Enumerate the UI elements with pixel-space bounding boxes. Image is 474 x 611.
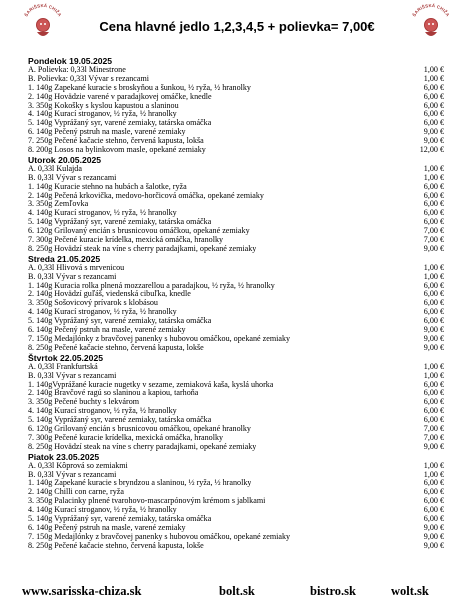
menu-item-price: 9,00 € (423, 522, 444, 532)
menu-item-price: 6,00 € (423, 109, 444, 119)
menu-item-name: 1. 140g Zapekané kuracie s bryndzou a slaninou, ½ ryža, ½ hranolky (28, 479, 252, 488)
menu-item-name: 2. 140g Hovädzí guľáš, viedenská cibuľka, knedle (28, 290, 191, 299)
menu-item (28, 75, 444, 84)
menu-item-price: 6,00 € (423, 415, 444, 425)
menu-item-price: 6,00 € (423, 181, 444, 191)
menu-item-price: 9,00 € (423, 325, 444, 335)
menu-item-price: 9,00 € (423, 136, 444, 146)
menu-item-name: A. 0,33l Frankfurtská (28, 362, 98, 371)
menu-item-name: B. 0,33l Vývar s rezancami (28, 173, 117, 182)
menu-item-price: 6,00 € (423, 478, 444, 488)
menu-item-name: B. 0,33l Vývar s rezancami (28, 272, 117, 281)
menu-item-price: 1,00 € (423, 370, 444, 380)
menu-item-name: 5. 140g Vyprážaný syr, varené zemiaky, tatárska omáčka (28, 416, 212, 425)
menu-item-name: 3. 350g Kokošky s kyslou kapustou a slaninou (28, 101, 179, 110)
menu-item-price: 6,00 € (423, 217, 444, 227)
menu-item (28, 344, 444, 353)
menu-item-name: 2. 140g Chilli con carne, ryža (28, 488, 124, 497)
menu-item (28, 488, 444, 497)
menu-item-name: B. 0,33l Vývar s rezancami (28, 470, 117, 479)
menu-item-price: 6,00 € (423, 496, 444, 506)
menu-item (28, 372, 444, 381)
menu-item-name: 8. 250g Pečené kačacie stehno, červená kapusta, lokše (28, 343, 204, 352)
menu-item (28, 264, 444, 273)
menu-item-price: 6,00 € (423, 289, 444, 299)
menu-item-price: 6,00 € (423, 397, 444, 407)
menu-item-price: 6,00 € (423, 82, 444, 92)
menu-item (28, 128, 444, 137)
menu-item (28, 542, 444, 551)
menu-item (28, 389, 444, 398)
menu-item (28, 165, 444, 174)
menu-item-name: A. 0,33l Kulajda (28, 164, 82, 173)
menu-item-price: 6,00 € (423, 100, 444, 110)
menu-item-price: 9,00 € (423, 441, 444, 451)
menu-item (28, 183, 444, 192)
menu-item-name: 3. 350g Žemľovka (28, 200, 89, 209)
website-link[interactable]: www.sarisska-chiza.sk (22, 584, 142, 598)
menu-item-name: 6. 140g Pečený pstruh na masle, varené zemiaky (28, 128, 186, 137)
menu-item-price: 12,00 € (419, 145, 444, 155)
menu-item-name: 5. 140g Vyprážaný syr, varené zemiaky, tatárska omáčka (28, 218, 212, 227)
menu-item-price: 1,00 € (423, 271, 444, 281)
menu-item-price: 6,00 € (423, 316, 444, 326)
menu-item-name: 1. 140g Kuracie stehno na hubách a šalotke, ryža (28, 182, 187, 191)
menu-item-name: A. 0,33l Kôprová so zemiakmi (28, 461, 128, 470)
menu-item-name: 4. 140g Kurací stroganov, ½ ryža, ½ hranolky (28, 308, 177, 317)
menu-item-name: 3. 350g Pečené buchty s lekvárom (28, 398, 140, 407)
menu-item (28, 434, 444, 443)
menu-item-name: 1. 140g Zapekané kuracie s broskyňou a šunkou, ½ ryža, ½ hranolky (28, 83, 251, 92)
menu-item (28, 471, 444, 480)
menu-item (28, 218, 444, 227)
menu-item-name: A. Polievka: 0,33l Minestrone (28, 66, 126, 74)
menu-item-name: 6. 120g Grilovaný encián s brusnicovou omáčkou, opekané hranolky (28, 424, 251, 433)
menu-item (28, 317, 444, 326)
menu-item-name: 5. 140g Vyprážaný syr, varené zemiaky, tatárska omáčka (28, 119, 212, 128)
menu-item-price: 7,00 € (423, 423, 444, 433)
menu-item (28, 308, 444, 317)
menu-item-price: 9,00 € (423, 127, 444, 137)
menu-item-name: 7. 150g Medajlónky z bravčovej panenky s hubovou omáčkou, opekané zemiaky (28, 334, 291, 343)
wolt-link[interactable]: wolt.sk (391, 584, 429, 598)
menu-item (28, 110, 444, 119)
menu-item-price: 1,00 € (423, 460, 444, 470)
menu-item (28, 381, 444, 390)
menu-item-price: 9,00 € (423, 333, 444, 343)
menu-item-price: 1,00 € (423, 73, 444, 83)
menu-item-name: 1. 140g Kuracia rolka plnená mozzarellou a paradajkou, ½ ryža, ½ hranolky (28, 281, 275, 290)
bolt-link[interactable]: bolt.sk (219, 584, 255, 598)
weekly-menu (28, 56, 444, 551)
page-header (0, 0, 474, 48)
menu-item-price: 6,00 € (423, 513, 444, 523)
menu-item-price: 6,00 € (423, 91, 444, 101)
menu-item (28, 515, 444, 524)
menu-item (28, 102, 444, 111)
menu-item-name: A. 0,33l Hlivová s mrvenicou (28, 263, 125, 272)
menu-item-price: 9,00 € (423, 243, 444, 253)
menu-item-name: 2. 140g Bravčové ragú so slaninou a kapiou, tarhoňa (28, 389, 199, 398)
menu-item (28, 290, 444, 299)
day-heading: Štvrtok 22.05.2025 (28, 352, 104, 363)
menu-item-price: 9,00 € (423, 531, 444, 541)
menu-item (28, 236, 444, 245)
menu-item-name: 3. 350g Palacinky plnené tvarohovo-mascarpónovým krémom s jablkami (28, 497, 266, 506)
menu-item-name: 6. 140g Pečený pstruh na masle, varené zemiaky (28, 523, 186, 532)
menu-title: Cena hlavné jedlo 1,2,3,4,5 + polievka= 7,00€ (99, 19, 375, 34)
menu-item-name: B. Polievka: 0,33l Vývar s rezancami (28, 74, 150, 83)
menu-item (28, 524, 444, 533)
menu-item-price: 6,00 € (423, 505, 444, 515)
menu-item-price: 6,00 € (423, 307, 444, 317)
menu-item-name: 7. 300g Pečené kuracie krídelka, mexická omáčka, hranolky (28, 433, 224, 442)
menu-item-price: 6,00 € (423, 118, 444, 128)
menu-item-name: 7. 250g Pečené kačacie stehno, červená kapusta, lokša (28, 137, 204, 146)
menu-item-name: 6. 140g Pečený pstruh na masle, varené zemiaky (28, 326, 186, 335)
menu-item (28, 479, 444, 488)
menu-item-name: 3. 350g Šošovicový prívarok s klobásou (28, 299, 158, 308)
menu-item-name: 4. 140g Kurací stroganov, ½ ryža, ½ hranolky (28, 506, 177, 515)
menu-item-name: 7. 300g Pečené kuracie krídelka, mexická omáčka, hranolky (28, 236, 224, 245)
menu-item (28, 398, 444, 407)
menu-item-price: 6,00 € (423, 388, 444, 398)
menu-item-name: 4. 140g Kurací stroganov, ½ ryža, ½ hranolky (28, 407, 177, 416)
menu-item-price: 6,00 € (423, 406, 444, 416)
menu-item-price: 6,00 € (423, 280, 444, 290)
menu-item-name: 4. 140g Kurací stroganov, ½ ryža, ½ hranolky (28, 110, 177, 119)
menu-item-name: 8. 250g Hovädzí steak na víne s cherry paradajkami, opekané zemiaky (28, 442, 257, 451)
menu-item-price: 1,00 € (423, 262, 444, 272)
menu-item (28, 192, 444, 201)
menu-item (28, 506, 444, 515)
svg-text:ŠARIŠSKÁ CHIŽA: ŠARIŠSKÁ CHIŽA (23, 2, 63, 18)
menu-item (28, 425, 444, 434)
menu-item-price: 7,00 € (423, 432, 444, 442)
menu-item (28, 416, 444, 425)
menu-item (28, 209, 444, 218)
menu-item-name: 5. 140g Vyprážaný syr, varené zemiaky, tatárska omáčka (28, 514, 212, 523)
menu-item-price: 6,00 € (423, 208, 444, 218)
menu-item (28, 273, 444, 282)
menu-item (28, 335, 444, 344)
svg-text:ŠARIŠSKÁ CHIŽA: ŠARIŠSKÁ CHIŽA (411, 2, 451, 18)
menu-item-name: 8. 250g Hovädzí steak na víne s cherry paradajkami, opekané zemiaky (28, 244, 257, 253)
day-heading: Utorok 20.05.2025 (28, 154, 102, 165)
menu-item (28, 533, 444, 542)
menu-item-price: 7,00 € (423, 226, 444, 236)
menu-item (28, 497, 444, 506)
menu-item-name: 1. 140gVyprážané kuracie nugetky v sezame, zemiaková kaša, kyslá uhorka (28, 380, 274, 389)
page-footer (0, 584, 474, 606)
menu-item-name: 2. 140g Pečená krkovička, medovo-horčicová omáčka, opekané zemiaky (28, 191, 264, 200)
menu-item (28, 407, 444, 416)
menu-item (28, 227, 444, 236)
menu-item-name: 8. 250g Pečené kačacie stehno, červená kapusta, lokše (28, 541, 204, 550)
bistro-link[interactable]: bistro.sk (310, 584, 356, 598)
menu-item (28, 137, 444, 146)
menu-item-price: 1,00 € (423, 469, 444, 479)
menu-item (28, 119, 444, 128)
day-heading: Streda 21.05.2025 (28, 253, 101, 264)
menu-item-price: 1,00 € (423, 361, 444, 371)
menu-item-price: 6,00 € (423, 298, 444, 308)
menu-item (28, 146, 444, 155)
day-heading: Piatok 23.05.2025 (28, 451, 100, 462)
menu-item-price: 6,00 € (423, 487, 444, 497)
menu-item-price: 6,00 € (423, 199, 444, 209)
menu-item-name: 2. 140g Hovädzie varené v paradajkovej omáčke, knedle (28, 92, 212, 101)
menu-item-name: 5. 140g Vyprážaný syr, varené zemiaky, tatárska omáčka (28, 317, 212, 326)
menu-item-name: 8. 200g Losos na bylinkovom masle, opekané zemiaky (28, 146, 206, 155)
menu-item-price: 1,00 € (423, 163, 444, 173)
menu-item-price: 7,00 € (423, 235, 444, 245)
menu-item (28, 93, 444, 102)
menu-item (28, 200, 444, 209)
menu-item-price: 9,00 € (423, 342, 444, 352)
menu-item-price: 1,00 € (423, 65, 444, 74)
menu-item (28, 66, 444, 75)
menu-item (28, 462, 444, 471)
menu-item-price: 1,00 € (423, 172, 444, 182)
menu-item-name: 6. 120g Grilovaný encián s brusnicovou omáčkou, opekané zemiaky (28, 227, 250, 236)
menu-item (28, 299, 444, 308)
menu-item (28, 326, 444, 335)
menu-item-name: B. 0,33l Vývar s rezancami (28, 371, 117, 380)
menu-item (28, 282, 444, 291)
menu-item (28, 363, 444, 372)
day-heading: Pondelok 19.05.2025 (28, 56, 113, 66)
menu-item-price: 9,00 € (423, 540, 444, 550)
menu-item-name: 7. 150g Medajlónky z bravčovej panenky s hubovou omáčkou, opekané zemiaky (28, 532, 291, 541)
menu-item (28, 174, 444, 183)
menu-item (28, 245, 444, 254)
menu-item (28, 443, 444, 452)
menu-item-price: 6,00 € (423, 379, 444, 389)
menu-item-name: 4. 140g Kurací stroganov, ½ ryža, ½ hranolky (28, 209, 177, 218)
menu-item (28, 84, 444, 93)
menu-item-price: 6,00 € (423, 190, 444, 200)
